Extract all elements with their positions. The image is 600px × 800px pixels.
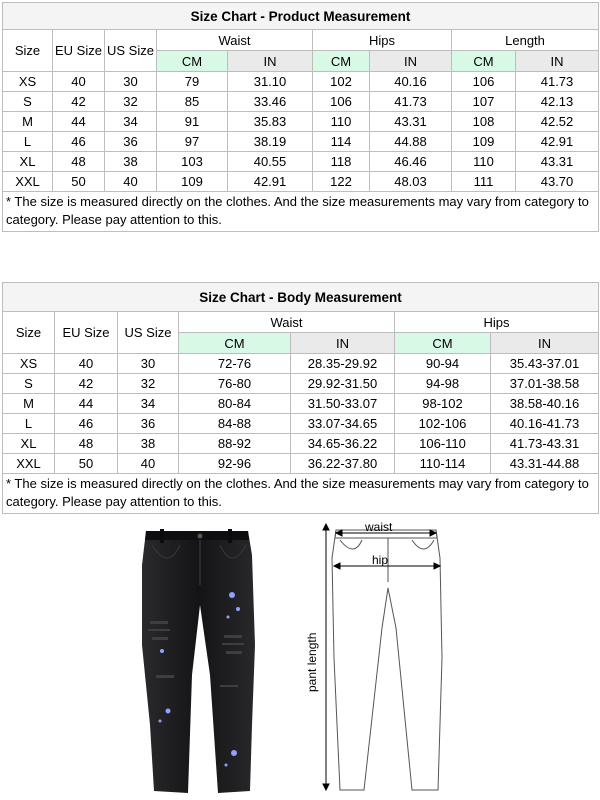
size-header: Size <box>3 312 55 354</box>
hips-header: Hips <box>313 30 452 51</box>
table-cell: 90-94 <box>395 354 491 374</box>
table-cell: 122 <box>313 172 370 192</box>
table-cell: 40 <box>105 172 157 192</box>
hip-arrow-right-icon <box>434 563 440 569</box>
table-cell: XXL <box>3 172 53 192</box>
waist-in-header: IN <box>291 333 395 354</box>
table-cell: 40.16-41.73 <box>491 414 599 434</box>
us-size-header: US Size <box>105 30 157 72</box>
table-cell: 44 <box>53 112 105 132</box>
table-cell: 80-84 <box>179 394 291 414</box>
table-cell: 36 <box>105 132 157 152</box>
table-cell: 40 <box>55 354 118 374</box>
table-cell: 41.73 <box>516 72 599 92</box>
hips-in-header: IN <box>491 333 599 354</box>
table-cell: XS <box>3 354 55 374</box>
size-header: Size <box>3 30 53 72</box>
body-measurement-table <box>2 282 599 514</box>
table-cell: 36 <box>118 414 179 434</box>
table-cell: 46 <box>55 414 118 434</box>
table-cell: 44.88 <box>370 132 452 152</box>
length-cm-header: CM <box>452 51 516 72</box>
table-cell: 34 <box>105 112 157 132</box>
hips-cm-header: CM <box>313 51 370 72</box>
table-cell: 42 <box>53 92 105 112</box>
table-cell: 43.70 <box>516 172 599 192</box>
table-cell: 40 <box>53 72 105 92</box>
table-cell: 106 <box>452 72 516 92</box>
table-cell: M <box>3 394 55 414</box>
table-row <box>3 132 599 152</box>
table-cell: 84-88 <box>179 414 291 434</box>
table-cell: 35.83 <box>228 112 313 132</box>
length-arrow-down-icon <box>323 784 329 790</box>
length-header: Length <box>452 30 599 51</box>
waist-arrow-left-icon <box>336 530 342 536</box>
table-cell: 102-106 <box>395 414 491 434</box>
waist-header: Waist <box>157 30 313 51</box>
table-cell: 37.01-38.58 <box>491 374 599 394</box>
table-cell: 107 <box>452 92 516 112</box>
table-cell: 108 <box>452 112 516 132</box>
table-cell: 36.22-37.80 <box>291 454 395 474</box>
table-cell: 33.46 <box>228 92 313 112</box>
measurement-diagram <box>300 518 450 798</box>
table-cell: 43.31-44.88 <box>491 454 599 474</box>
hips-in-header: IN <box>370 51 452 72</box>
waist-label: waist <box>365 520 393 534</box>
table-cell: 102 <box>313 72 370 92</box>
table-cell: 79 <box>157 72 228 92</box>
jeans-button <box>198 534 203 539</box>
table-cell: 106-110 <box>395 434 491 454</box>
table-cell: 30 <box>105 72 157 92</box>
table-cell: 110-114 <box>395 454 491 474</box>
eu-size-header: EU Size <box>53 30 105 72</box>
table-cell: 72-76 <box>179 354 291 374</box>
table-cell: 92-96 <box>179 454 291 474</box>
table-cell: XXL <box>3 454 55 474</box>
table-cell: 110 <box>313 112 370 132</box>
table-cell: XL <box>3 434 55 454</box>
table-cell: 42.13 <box>516 92 599 112</box>
table-cell: 38.58-40.16 <box>491 394 599 414</box>
table-cell: 34.65-36.22 <box>291 434 395 454</box>
table-cell: 40.55 <box>228 152 313 172</box>
table-cell: 43.31 <box>370 112 452 132</box>
table-cell: 50 <box>55 454 118 474</box>
table-cell: 31.50-33.07 <box>291 394 395 414</box>
table-cell: 50 <box>53 172 105 192</box>
table-cell: S <box>3 374 55 394</box>
table-row <box>3 72 599 92</box>
hips-header: Hips <box>395 312 599 333</box>
table-row <box>3 454 599 474</box>
table-cell: 114 <box>313 132 370 152</box>
waist-cm-header: CM <box>179 333 291 354</box>
table-cell: 38.19 <box>228 132 313 152</box>
table-cell: 31.10 <box>228 72 313 92</box>
table-cell: M <box>3 112 53 132</box>
table-cell: 30 <box>118 354 179 374</box>
product-chart-note: * The size is measured directly on the clothes. And the size measurements may vary from category to category. Please pay attention to this. <box>3 192 599 232</box>
table-cell: L <box>3 414 55 434</box>
table-row <box>3 434 599 454</box>
body-chart-rows <box>3 354 599 474</box>
table-cell: 34 <box>118 394 179 414</box>
table-cell: L <box>3 132 53 152</box>
table-cell: 46 <box>53 132 105 152</box>
product-measurement-table <box>2 2 599 232</box>
table-cell: 42.91 <box>228 172 313 192</box>
table-cell: 43.31 <box>516 152 599 172</box>
pant-length-label: pant length <box>305 632 319 692</box>
table-cell: 94-98 <box>395 374 491 394</box>
table-cell: 42 <box>55 374 118 394</box>
table-cell: XL <box>3 152 53 172</box>
belt-loop <box>160 529 164 543</box>
table-row <box>3 354 599 374</box>
table-cell: 103 <box>157 152 228 172</box>
waist-arrow-right-icon <box>430 530 436 536</box>
jeans-body <box>142 531 255 793</box>
body-chart-title: Size Chart - Body Measurement <box>3 283 599 312</box>
table-cell: 109 <box>452 132 516 152</box>
table-cell: 32 <box>118 374 179 394</box>
table-cell: 106 <box>313 92 370 112</box>
table-cell: 41.73 <box>370 92 452 112</box>
pants-pocket-seam <box>412 540 434 549</box>
product-chart-rows <box>3 72 599 192</box>
table-cell: S <box>3 92 53 112</box>
table-cell: 41.73-43.31 <box>491 434 599 454</box>
hip-label: hip <box>372 553 389 567</box>
hips-cm-header: CM <box>395 333 491 354</box>
table-cell: 28.35-29.92 <box>291 354 395 374</box>
eu-size-header: EU Size <box>55 312 118 354</box>
table-cell: 85 <box>157 92 228 112</box>
table-cell: 118 <box>313 152 370 172</box>
us-size-header: US Size <box>118 312 179 354</box>
table-cell: XS <box>3 72 53 92</box>
waist-header: Waist <box>179 312 395 333</box>
table-cell: 110 <box>452 152 516 172</box>
jeans-product-image <box>128 525 278 797</box>
waist-cm-header: CM <box>157 51 228 72</box>
table-row <box>3 152 599 172</box>
table-row <box>3 92 599 112</box>
table-cell: 111 <box>452 172 516 192</box>
table-cell: 91 <box>157 112 228 132</box>
table-cell: 44 <box>55 394 118 414</box>
table-row <box>3 374 599 394</box>
table-row <box>3 394 599 414</box>
table-cell: 76-80 <box>179 374 291 394</box>
table-cell: 88-92 <box>179 434 291 454</box>
table-cell: 29.92-31.50 <box>291 374 395 394</box>
belt-loop <box>228 529 232 543</box>
table-cell: 98-102 <box>395 394 491 414</box>
table-cell: 109 <box>157 172 228 192</box>
table-row <box>3 112 599 132</box>
table-cell: 40 <box>118 454 179 474</box>
table-row <box>3 414 599 434</box>
pants-pocket-seam <box>340 540 362 549</box>
table-cell: 33.07-34.65 <box>291 414 395 434</box>
table-row <box>3 172 599 192</box>
table-cell: 48 <box>53 152 105 172</box>
table-cell: 42.52 <box>516 112 599 132</box>
pants-outline <box>332 530 442 790</box>
table-cell: 40.16 <box>370 72 452 92</box>
product-chart-title: Size Chart - Product Measurement <box>3 3 599 30</box>
body-chart-note: * The size is measured directly on the clothes. And the size measurements may vary from category to category. Please pay attention to this. <box>3 474 599 514</box>
table-cell: 46.46 <box>370 152 452 172</box>
table-cell: 38 <box>118 434 179 454</box>
table-cell: 97 <box>157 132 228 152</box>
table-cell: 35.43-37.01 <box>491 354 599 374</box>
length-arrow-up-icon <box>323 524 329 530</box>
table-cell: 42.91 <box>516 132 599 152</box>
table-cell: 48.03 <box>370 172 452 192</box>
table-cell: 38 <box>105 152 157 172</box>
table-cell: 32 <box>105 92 157 112</box>
hip-arrow-left-icon <box>334 563 340 569</box>
table-cell: 48 <box>55 434 118 454</box>
length-in-header: IN <box>516 51 599 72</box>
waist-in-header: IN <box>228 51 313 72</box>
